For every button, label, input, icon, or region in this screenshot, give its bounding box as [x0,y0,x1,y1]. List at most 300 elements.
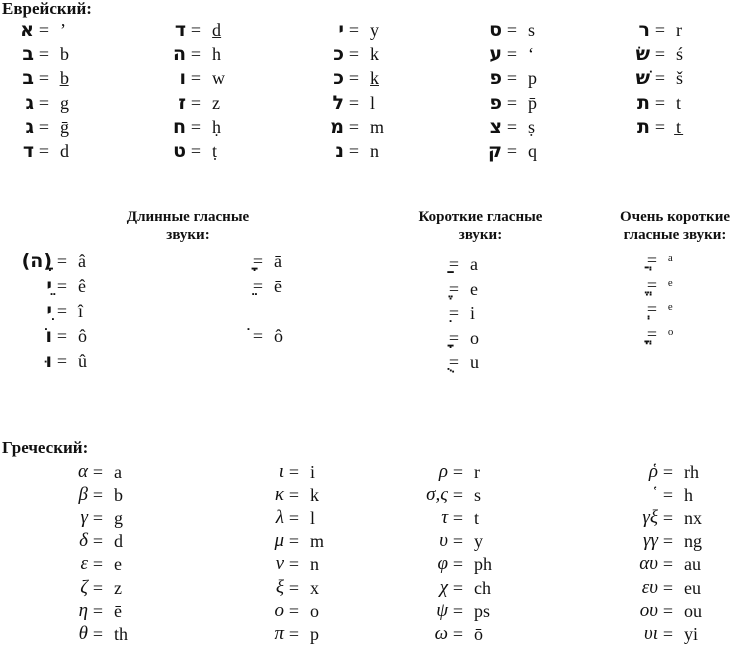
greek-column [236,460,324,646]
mapping-row [40,599,128,622]
source-letter [414,252,444,276]
equals-sign: = [56,325,68,346]
mapping-row [476,115,537,139]
transliteration: ô [274,325,283,346]
source-letter: δ [79,530,88,552]
source-letter: ψ [436,599,448,621]
source-letter: ק [488,140,502,163]
equals-sign: = [448,303,460,324]
equals-sign: = [190,116,202,137]
transliteration: p̄ [528,92,537,113]
source-letter: ζ [80,576,88,598]
equals-sign: = [252,250,264,271]
mapping-row [624,115,683,139]
equals-sign: = [452,484,464,505]
mapping-row [236,530,324,553]
equals-sign: = [92,577,104,598]
transliteration: rh [684,461,699,482]
transliteration: o [310,600,319,621]
transliteration: o [470,327,479,348]
mapping-row [400,622,492,645]
transliteration: â [78,250,86,271]
source-letter: γ [80,506,88,528]
mapping-row [160,139,225,163]
hebrew-title: Еврейский: [2,0,92,18]
source-letter [218,324,248,348]
transliteration: x [310,577,319,598]
source-letter: ח [172,115,186,138]
source-letter: φ [437,553,448,575]
equals-sign: = [452,554,464,575]
equals-sign: = [288,600,300,621]
mapping-row [236,483,324,506]
equals-sign: = [654,92,666,113]
equals-sign: = [38,116,50,137]
mapping-row [40,622,128,645]
source-letter: כ [333,67,344,90]
equals-sign: = [662,531,674,552]
long-vowels-title: Длинные гласные звуки: [126,209,250,243]
mapping-row [40,506,128,529]
source-letter: θ [78,622,88,644]
source-letter: ξ [275,576,284,598]
transliteration: i [310,461,316,482]
equals-sign: = [56,250,68,271]
mapping-row [2,273,87,298]
mapping-row [236,460,324,483]
source-letter: αυ [639,553,658,575]
mapping-row [610,599,702,622]
source-letter: χ [439,576,448,598]
equals-sign: = [662,600,674,621]
source-letter: פ [489,67,502,90]
equals-sign: = [506,20,518,41]
transliteration: î [78,300,84,321]
transliteration: p [310,623,319,644]
source-letter: ω [434,622,448,644]
equals-sign: = [662,554,674,575]
equals-sign: = [348,116,360,137]
source-letter: μ [274,530,284,552]
mapping-row [612,322,673,347]
transliteration: ᵉ [668,274,673,295]
source-letter: σ,ς [426,483,448,505]
mapping-row [610,483,702,506]
hebrew-column [624,18,683,139]
transliteration: ē [274,275,282,296]
transliteration: e [470,278,478,299]
mapping-row [236,599,324,622]
equals-sign: = [654,68,666,89]
mapping-row [160,115,225,139]
mapping-row [612,248,673,273]
mapping-row [624,91,683,115]
equals-sign: = [190,68,202,89]
source-letter: ד [22,140,34,163]
equals-sign: = [662,577,674,598]
transliteration: ch [474,577,491,598]
transliteration: z [212,92,220,113]
greek-column [40,460,128,646]
source-letter: ο [274,599,284,621]
equals-sign: = [38,68,50,89]
mapping-row [218,248,283,273]
source-letter [414,350,444,374]
mapping-row [610,553,702,576]
transliteration: ḡ [60,116,69,137]
source-letter: ר [638,19,650,42]
transliteration: ē [114,600,122,621]
source-letter: η [78,599,88,621]
transliteration: s [528,20,536,41]
source-letter: ῾ [651,483,658,505]
transliteration: b [60,44,69,65]
source-letter: ג [25,91,34,114]
transliteration: ng [684,531,702,552]
transliteration: l [370,92,376,113]
source-letter: וּ [45,349,52,372]
mapping-row [318,115,384,139]
equals-sign: = [506,141,518,162]
source-letter: ת [637,91,650,114]
equals-sign: = [506,92,518,113]
source-letter: γγ [643,530,658,552]
transliteration: ph [474,554,492,575]
equals-sign: = [646,299,658,320]
mapping-row [476,91,537,115]
source-letter: וֹ [45,324,52,347]
transliteration: t [474,507,480,528]
equals-sign: = [190,44,202,65]
mapping-row [236,506,324,529]
equals-sign: = [662,461,674,482]
equals-sign: = [452,507,464,528]
mapping-row [40,553,128,576]
equals-sign: = [56,300,68,321]
mapping-row [318,42,384,66]
source-letter: מ [330,115,344,138]
long-vowels-column-1 [2,248,87,373]
transliteration: t̲ [676,116,682,137]
transliteration: û [78,350,87,371]
transliteration: k [310,484,319,505]
source-letter: כ [333,43,344,66]
transliteration: m [370,116,385,137]
transliteration: k [370,44,379,65]
source-letter: י [338,19,344,42]
equals-sign: = [92,484,104,505]
transliteration: u [470,352,479,373]
transliteration: ō [474,623,483,644]
source-letter: ου [639,599,658,621]
mapping-row [610,622,702,645]
transliteration: n [310,554,319,575]
equals-sign: = [654,44,666,65]
mapping-row [612,273,673,298]
transliteration: ‘ [528,44,534,65]
source-letter: ι [278,460,284,482]
equals-sign: = [662,623,674,644]
equals-sign: = [452,623,464,644]
equals-sign: = [38,20,50,41]
equals-sign: = [662,507,674,528]
mapping-row [8,139,69,163]
mapping-row [8,91,69,115]
long-vowels-column-2 [218,248,283,348]
source-letter [414,326,444,350]
transliteration: k̲ [370,68,379,89]
mapping-row [218,273,283,298]
source-letter [612,248,642,272]
source-letter [612,297,642,321]
equals-sign: = [654,20,666,41]
mapping-row [400,530,492,553]
mapping-row [8,42,69,66]
transliteration: ṣ [528,116,536,137]
mapping-row [414,301,479,326]
equals-sign: = [348,20,360,41]
equals-sign: = [506,44,518,65]
equals-sign: = [56,275,68,296]
transliteration: ś [676,44,684,65]
short-vowels-column [414,252,479,375]
transliteration: ps [474,600,491,621]
transliteration: m [310,531,325,552]
mapping-row [318,18,384,42]
equals-sign: = [288,507,300,528]
transliteration: eu [684,577,701,598]
transliteration: ᵃ [668,250,673,271]
source-letter [218,249,248,273]
greek-title: Греческий: [2,438,89,457]
equals-sign: = [452,600,464,621]
mapping-row [236,576,324,599]
mapping-row [400,483,492,506]
mapping-row [610,530,702,553]
transliteration: n [370,141,379,162]
transliteration: i [470,303,476,324]
mapping-row [160,18,225,42]
source-letter: ו [179,67,186,90]
transliteration: h [684,484,693,505]
equals-sign: = [288,531,300,552]
mapping-row [476,66,537,90]
source-letter: נ [335,140,344,163]
mapping-row [318,139,384,163]
very-short-vowels-title: Очень короткие гласные звуки: [619,209,730,243]
greek-column [610,460,702,646]
very-short-vowels-column [612,248,673,346]
equals-sign: = [92,600,104,621]
equals-sign: = [288,484,300,505]
mapping-row [318,91,384,115]
mapping-row [160,91,225,115]
equals-sign: = [288,623,300,644]
source-letter: שׂ [635,43,650,66]
source-letter: פ [489,91,502,114]
equals-sign: = [92,623,104,644]
mapping-row [2,348,87,373]
transliteration: z [114,577,122,598]
source-letter: ב [22,67,34,90]
mapping-row [218,323,283,348]
greek-column [400,460,492,646]
hebrew-column [160,18,225,163]
source-letter: ευ [641,576,658,598]
transliteration: e [114,554,122,575]
equals-sign: = [506,116,518,137]
equals-sign: = [190,141,202,162]
source-letter: β [78,483,88,505]
transliteration: b [114,484,123,505]
equals-sign: = [348,92,360,113]
transliteration: ᵒ [668,323,674,344]
mapping-row [476,18,537,42]
transliteration: ’ [60,20,66,41]
transliteration: ô [78,325,87,346]
source-letter: ת [637,115,650,138]
source-letter: ד [174,19,186,42]
source-letter: τ [441,506,448,528]
source-letter: שׁ [635,67,650,90]
mapping-row [8,66,69,90]
transliteration: nx [684,507,702,528]
equals-sign: = [654,116,666,137]
equals-sign: = [38,141,50,162]
source-letter: ס [489,19,502,42]
source-letter: ν [275,553,284,575]
transliteration: y [370,20,379,41]
equals-sign: = [662,484,674,505]
transliteration: r [474,461,480,482]
mapping-row [236,553,324,576]
equals-sign: = [452,461,464,482]
transliteration: ḥ [212,116,221,137]
mapping-row [624,66,683,90]
source-letter: ε [80,553,88,575]
mapping-row [476,42,537,66]
source-letter: ט [173,140,186,163]
mapping-row [414,277,479,302]
equals-sign: = [506,68,518,89]
mapping-row [40,576,128,599]
equals-sign: = [38,92,50,113]
equals-sign: = [348,44,360,65]
mapping-row [160,66,225,90]
transliteration: y [474,531,483,552]
transliteration: ṭ [212,141,218,162]
equals-sign: = [646,274,658,295]
source-letter: κ [274,483,284,505]
mapping-row [8,18,69,42]
source-letter: צ [489,115,502,138]
transliteration: q [528,141,537,162]
transliteration: d [60,141,69,162]
mapping-row [318,66,384,90]
source-letter: ל [332,91,344,114]
mapping-row [8,115,69,139]
source-letter: ב [22,43,34,66]
source-letter [612,273,642,297]
transliteration: ᵉ [668,299,673,320]
mapping-row [400,576,492,599]
equals-sign: = [252,275,264,296]
source-letter [218,274,248,298]
equals-sign: = [92,531,104,552]
mapping-row [2,248,87,273]
source-letter: ֵי [46,274,52,297]
equals-sign: = [448,327,460,348]
equals-sign: = [92,554,104,575]
equals-sign: = [452,531,464,552]
transliteration: p [528,68,537,89]
source-letter: α [78,460,88,482]
equals-sign: = [452,577,464,598]
transliteration: a [114,461,122,482]
source-letter: (ה)ָ [21,249,52,272]
transliteration: w [212,68,225,89]
equals-sign: = [92,507,104,528]
equals-sign: = [448,352,460,373]
source-letter: ִי [46,299,52,322]
mapping-row [400,599,492,622]
mapping-row [40,483,128,506]
transliteration: r [676,20,682,41]
equals-sign: = [448,278,460,299]
short-vowels-title: Короткие гласные звуки: [418,209,543,243]
transliteration: a [470,254,478,275]
transliteration: th [114,623,129,644]
transliteration: ou [684,600,702,621]
transliteration: g [60,92,69,113]
mapping-row [40,530,128,553]
mapping-row [40,460,128,483]
mapping-row [624,18,683,42]
source-letter: ה [172,43,186,66]
source-letter: υι [644,622,658,644]
mapping-row [2,323,87,348]
equals-sign: = [38,44,50,65]
mapping-row [218,298,283,323]
mapping-row [624,42,683,66]
source-letter: ג [25,115,34,138]
equals-sign: = [288,554,300,575]
hebrew-column [318,18,384,163]
source-letter: א [20,19,34,42]
source-letter [414,301,444,325]
source-letter [414,277,444,301]
mapping-row [610,460,702,483]
equals-sign: = [190,92,202,113]
transliteration: h [212,44,221,65]
source-letter: ρ [438,460,448,482]
transliteration: ā [274,250,282,271]
equals-sign: = [646,250,658,271]
mapping-row [414,350,479,375]
transliteration: t [676,92,682,113]
mapping-row [400,506,492,529]
hebrew-column [8,18,69,163]
transliteration: yi [684,623,699,644]
equals-sign: = [56,350,68,371]
equals-sign: = [348,68,360,89]
mapping-row [476,139,537,163]
transliteration: d̲ [212,20,221,41]
source-letter: ע [489,43,502,66]
mapping-row [414,326,479,351]
transliteration: b̲ [60,68,69,89]
source-letter: ῥ [648,460,658,482]
